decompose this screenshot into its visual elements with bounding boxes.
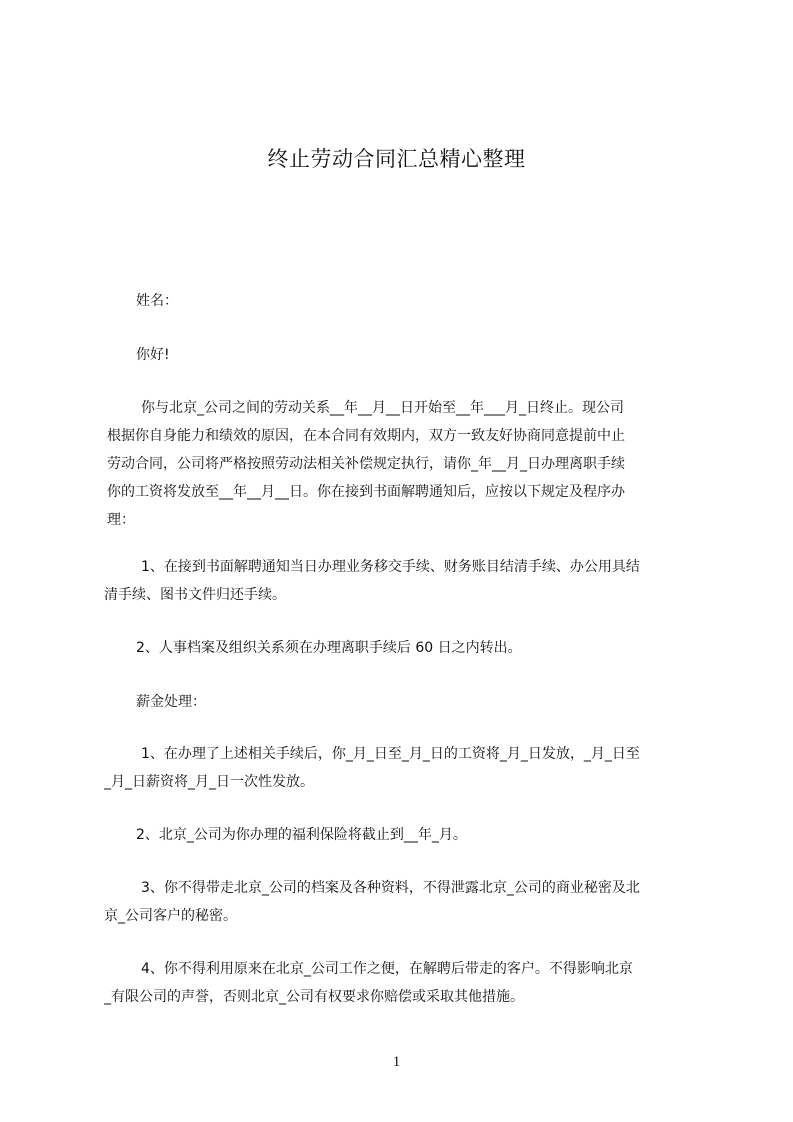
intro-line: 你与北京_公司之间的劳动关系__年__月__日开始至__年___月_日终止。现公司 <box>141 400 624 416</box>
page-number: 1 <box>392 1054 401 1070</box>
salary-line: 2、北京_公司为你办理的福利保险将截止到__年_月。 <box>136 827 467 843</box>
procedure-item-1 <box>104 553 714 609</box>
intro-paragraph <box>104 394 714 534</box>
procedure-line: 2、人事档案及组织关系须在办理离职手续后 60 日之内转出。 <box>136 640 522 656</box>
salary-line: _有限公司的声誉，否则北京_公司有权要求你赔偿或采取其他措施。 <box>104 989 524 1005</box>
salary-line: _月_日薪资将_月_日一次性发放。 <box>104 774 314 790</box>
intro-line: 你的工资将发放至__年__月__日。你在接到书面解聘通知后，应按以下规定及程序办 <box>107 484 625 500</box>
salary-heading: 薪金处理： <box>136 694 206 710</box>
salary-line: 1、在办理了上述相关手续后，你_月_日至_月_日的工资将_月_日发放，_月_日至 <box>141 746 640 762</box>
procedure-item-2 <box>104 634 714 662</box>
salary-line: 4、你不得利用原来在北京_公司工作之便，在解聘后带走的客户。不得影响北京 <box>141 961 633 977</box>
salary-line: 京_公司客户的秘密。 <box>104 908 237 924</box>
salary-line: 3、你不得带走北京_公司的档案及各种资料，不得泄露北京_公司的商业秘密及北 <box>141 880 640 896</box>
salary-item-3 <box>104 874 714 930</box>
procedure-line: 1、在接到书面解聘通知当日办理业务移交手续、财务账目结清手续、办公用具结 <box>141 559 640 575</box>
salary-item-4 <box>104 955 714 1011</box>
greeting: 你好! <box>136 347 170 363</box>
intro-line: 劳动合同，公司将严格按照劳动法相关补偿规定执行，请你_年__月_日办理离职手续 <box>107 456 625 472</box>
intro-line: 根据你自身能力和绩效的原因，在本合同有效期内，双方一致友好协商同意提前中止 <box>107 428 625 444</box>
salary-item-1 <box>104 740 714 796</box>
salutation-name: 姓名： <box>136 293 178 309</box>
procedure-line: 清手续、图书文件归还手续。 <box>104 587 286 603</box>
salary-item-2 <box>104 821 714 849</box>
document-title: 终止劳动合同汇总精心整理 <box>267 147 526 171</box>
intro-line: 理： <box>107 512 135 528</box>
